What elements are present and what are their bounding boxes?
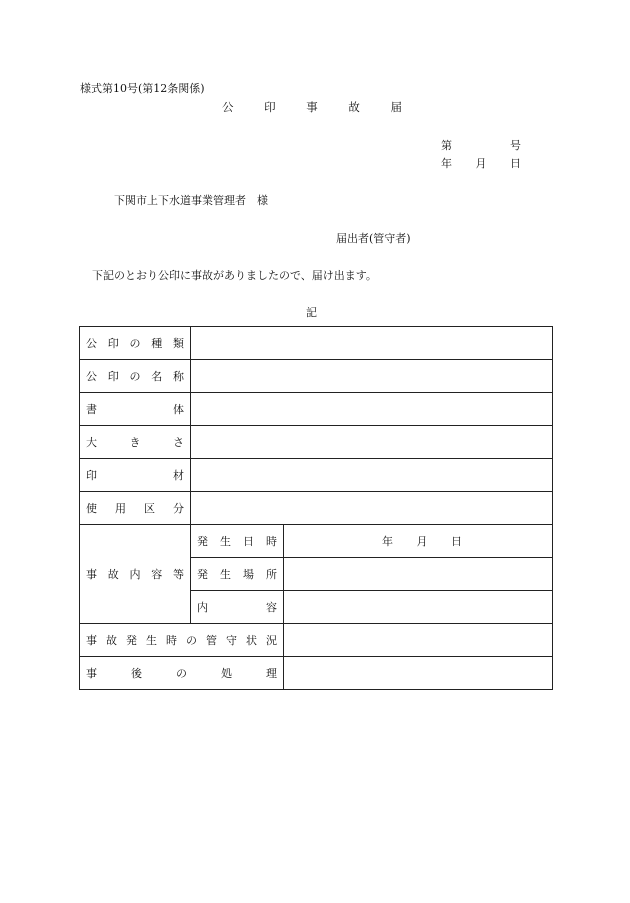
- field-custody-status[interactable]: [284, 624, 553, 657]
- document-title: [222, 99, 402, 115]
- label-occurrence-place: 発 生 場 所: [191, 558, 284, 591]
- label-size: 大 き さ: [80, 426, 191, 459]
- title-char: 公: [222, 100, 234, 114]
- label-aftermath: 事 後 の 処 理: [80, 657, 284, 690]
- label-custody-status: 事 故 発 生 時 の 管 守 状 況: [80, 624, 284, 657]
- field-aftermath[interactable]: [284, 657, 553, 690]
- label-occurrence-datetime: 発 生 日 時: [191, 525, 284, 558]
- incident-form-table: [79, 326, 553, 690]
- table-row: [80, 657, 553, 690]
- table-row: [80, 426, 553, 459]
- field-usage[interactable]: [191, 492, 553, 525]
- label-material: 印 材: [80, 459, 191, 492]
- label-seal-name: 公 印 の 名 称: [80, 360, 191, 393]
- table-row: [80, 393, 553, 426]
- field-occurrence-datetime[interactable]: 年 月 日: [284, 525, 553, 558]
- number-suffix: 号: [510, 139, 521, 152]
- date-year: 年: [441, 157, 452, 170]
- field-material[interactable]: [191, 459, 553, 492]
- title-char: 故: [348, 100, 360, 114]
- form-id: 様式第10号(第12条関係): [80, 82, 205, 95]
- field-font[interactable]: [191, 393, 553, 426]
- intro-text: 下記のとおり公印に事故がありましたので、届け出ます。: [92, 269, 377, 282]
- table-row: [80, 525, 553, 558]
- field-size[interactable]: [191, 426, 553, 459]
- date-day: 日: [510, 157, 521, 170]
- table-row: [80, 492, 553, 525]
- field-seal-name[interactable]: [191, 360, 553, 393]
- field-occurrence-place[interactable]: [284, 558, 553, 591]
- addressee: 下関市上下水道事業管理者 様: [114, 194, 268, 207]
- table-row: [80, 327, 553, 360]
- date-month: 月: [475, 157, 487, 170]
- document-date: [441, 155, 521, 171]
- field-content[interactable]: [284, 591, 553, 624]
- title-char: 印: [264, 100, 276, 114]
- title-char: 事: [306, 100, 318, 114]
- ki-heading: 記: [306, 306, 317, 319]
- label-seal-type: 公 印 の 種 類: [80, 327, 191, 360]
- field-seal-type[interactable]: [191, 327, 553, 360]
- label-font: 書 体: [80, 393, 191, 426]
- label-content: 内 容: [191, 591, 284, 624]
- label-incident: 事 故 内 容 等: [80, 525, 191, 624]
- table-row: [80, 360, 553, 393]
- document-number: [441, 137, 521, 153]
- table-row: [80, 624, 553, 657]
- title-char: 届: [390, 100, 402, 114]
- label-usage: 使 用 区 分: [80, 492, 191, 525]
- notifier-label: 届出者(管守者): [336, 232, 411, 245]
- table-row: [80, 459, 553, 492]
- number-prefix: 第: [441, 139, 452, 152]
